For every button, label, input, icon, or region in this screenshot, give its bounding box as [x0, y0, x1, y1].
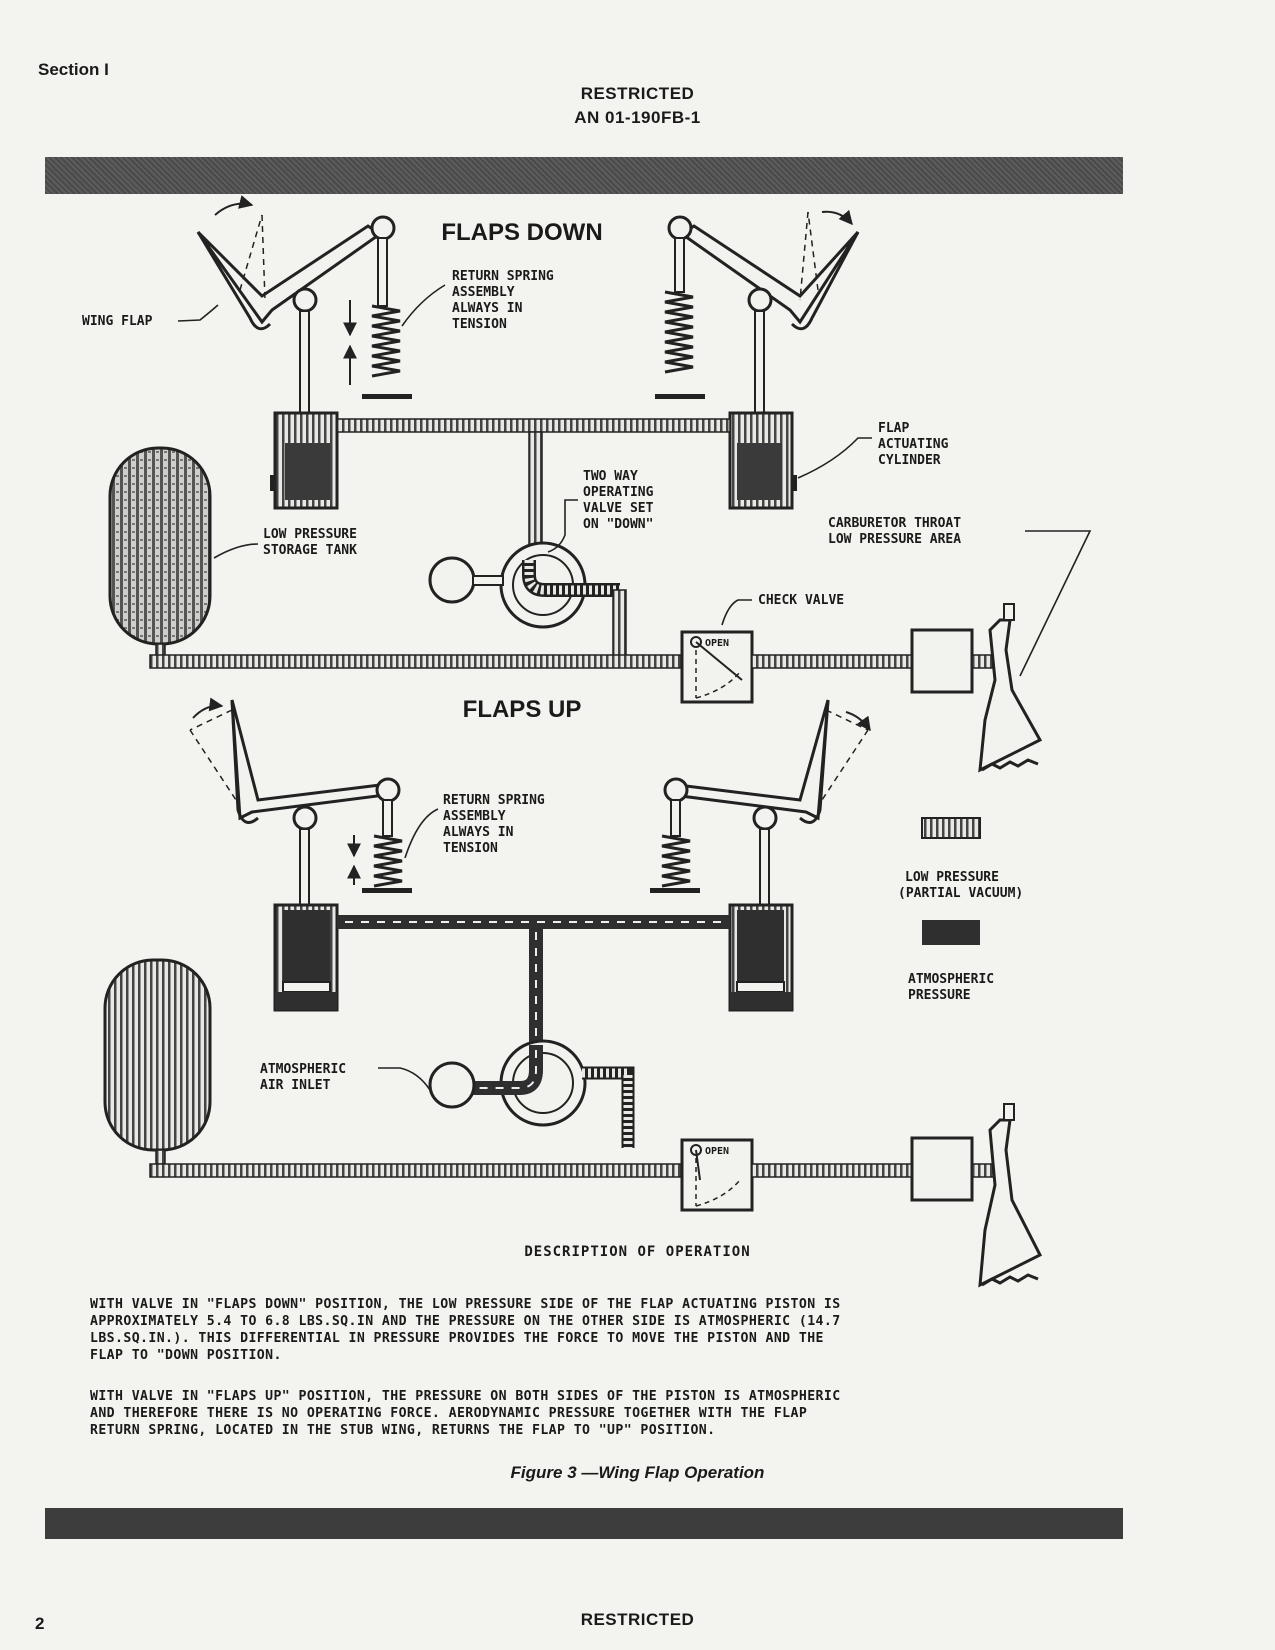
classification-header: RESTRICTED: [580, 84, 695, 103]
low-pressure-storage-tank-up: [105, 960, 210, 1164]
check-valve-up-open-text: OPEN: [705, 1146, 730, 1157]
left-flap-cylinder: [270, 413, 337, 508]
legend: [898, 818, 1023, 1003]
low-pressure-storage-tank: [110, 448, 210, 660]
carburetor-throat-label: CARBURETOR THROAT LOW PRESSURE AREA: [828, 516, 962, 547]
flaps-up-title: FLAPS UP: [462, 696, 582, 723]
legend-atmospheric-label: ATMOSPHERIC PRESSURE: [908, 972, 995, 1003]
left-return-spring-up: [354, 835, 412, 893]
description-title: DESCRIPTION OF OPERATION: [524, 1244, 751, 1260]
check-valve-up: [682, 1140, 752, 1210]
document-number: AN 01-190FB-1: [574, 108, 701, 127]
flaps-up-manifold-pipe: [337, 915, 730, 1049]
legend-atmospheric-swatch: [922, 920, 980, 945]
bottom-band: [45, 1508, 1123, 1539]
wing-flap-leader: [178, 305, 218, 321]
check-valve-down: [682, 632, 752, 702]
flaps-up-suction-line: [150, 1164, 682, 1177]
description-paragraph-1: WITH VALVE IN "FLAPS DOWN" POSITION, THE LOW PRESSURE SIDE OF THE FLAP ACTUATING PISTON IS APPROXIMATELY 5.4 TO 6.8 LBS.SQ.IN AND THE PRESSURE ON THE OTHER SIDE IS ATMOSPHERIC (14.7 LBS.SQ.IN.). THIS DIFFERENTIAL IN PRESSURE PROVIDES THE FORCE TO MOVE THE PISTON AND THE FLAP TO "DOWN POSITION.: [90, 1297, 841, 1363]
check-valve-label: CHECK VALVE: [758, 593, 845, 608]
return-spring-label: RETURN SPRING ASSEMBLY ALWAYS IN TENSION: [452, 269, 554, 332]
carburetor-top: [912, 604, 1040, 770]
right-return-spring-up: [650, 836, 700, 893]
return-spring-up-label: RETURN SPRING ASSEMBLY ALWAYS IN TENSION: [443, 793, 545, 856]
right-flap-cylinder: [730, 413, 797, 508]
legend-low-pressure-swatch: [922, 818, 980, 838]
wing-flap-label: WING FLAP: [82, 314, 153, 329]
description-paragraph-2: WITH VALVE IN "FLAPS UP" POSITION, THE PRESSURE ON BOTH SIDES OF THE PISTON IS ATMOSPHERIC AND THEREFORE THERE IS NO OPERATING FORCE. AERODYNAMIC PRESSURE TOGETHER WITH THE FLAP RETURN SPRING, LOCATED IN THE STUB WING, RETURNS THE FLAP TO "UP" POSITION.: [90, 1389, 841, 1438]
flap-cylinder-label: FLAP ACTUATING CYLINDER: [878, 421, 949, 468]
right-return-spring: [655, 292, 705, 399]
footer-classification: RESTRICTED: [580, 1610, 695, 1629]
right-wing-flap: [669, 212, 858, 413]
left-return-spring: [350, 300, 412, 399]
right-flap-cylinder-up: [730, 905, 792, 1010]
flaps-down-suction-line: [150, 655, 682, 668]
flaps-down-diagram: [82, 204, 1090, 770]
two-way-valve-label: TWO WAY OPERATING VALVE SET ON "DOWN": [583, 469, 654, 532]
section-label: Section I: [38, 60, 109, 79]
two-way-valve-down: [430, 543, 620, 627]
flaps-down-title: FLAPS DOWN: [441, 219, 603, 246]
left-wing-flap: [198, 204, 394, 413]
figure-caption: Figure 3 —Wing Flap Operation: [510, 1463, 765, 1482]
check-valve-open-text: OPEN: [705, 638, 730, 649]
two-way-valve-up: [430, 1041, 628, 1148]
storage-tank-label: LOW PRESSURE STORAGE TANK: [263, 527, 357, 558]
page-number: 2: [35, 1614, 45, 1633]
legend-low-pressure-label: LOW PRESSURE (PARTIAL VACUUM): [898, 870, 1024, 901]
flaps-up-diagram: [105, 696, 1040, 1285]
left-flap-cylinder-up: [275, 905, 337, 1010]
flaps-down-manifold-pipe: [337, 419, 730, 432]
air-inlet-label: ATMOSPHERIC AIR INLET: [260, 1062, 347, 1093]
